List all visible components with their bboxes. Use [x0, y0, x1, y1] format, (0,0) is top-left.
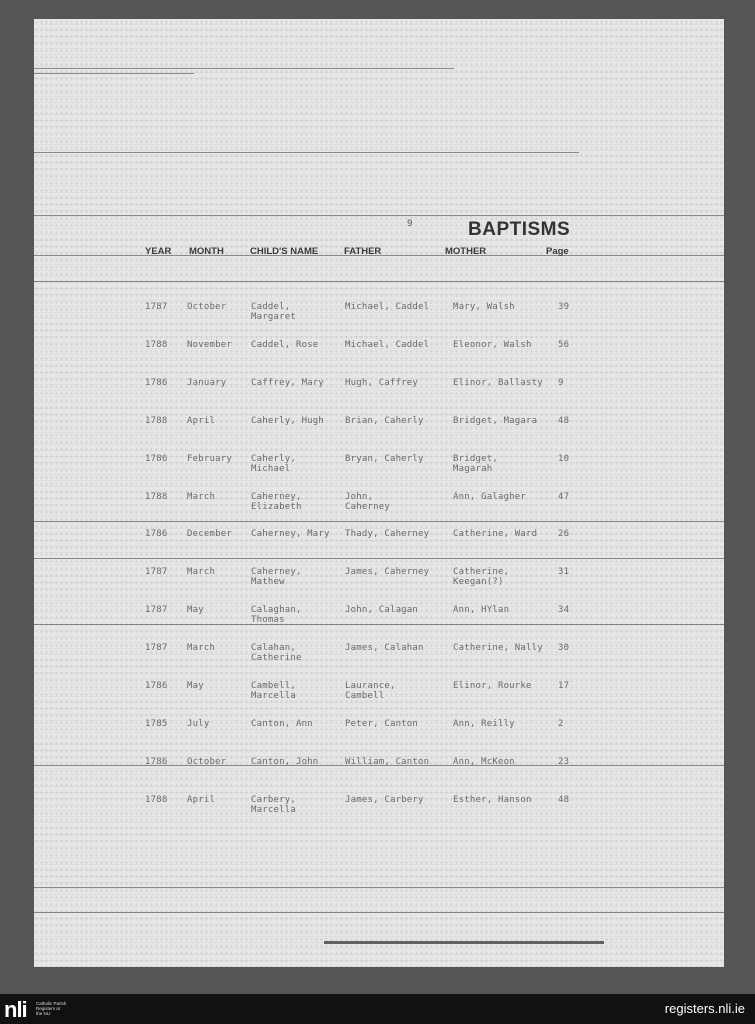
cell-mother: Esther, Hanson — [453, 794, 532, 805]
cell-father: James, Calahan — [345, 643, 424, 654]
cell-year: 1786 — [145, 453, 168, 464]
cell-page: 31 — [558, 567, 570, 578]
cell-father: Peter, Canton — [345, 718, 419, 729]
cell-child: Carbery, Marcella — [251, 794, 296, 815]
cell-child: Caherly, Hugh — [251, 415, 325, 426]
cell-child: Caffrey, Mary — [251, 377, 325, 388]
cell-child: Caherly, Michael — [251, 453, 296, 474]
table-row — [34, 529, 724, 555]
table-row — [34, 719, 724, 745]
cell-month: October — [187, 302, 227, 312]
cell-page: 30 — [558, 643, 570, 654]
table-row — [34, 416, 724, 442]
column-header-mother: MOTHER — [445, 246, 487, 257]
cell-child: Canton, Ann — [251, 718, 313, 729]
table-row — [34, 757, 724, 783]
cell-year: 1787 — [145, 302, 168, 312]
scan-smudge — [324, 941, 604, 944]
cell-mother: Eleonor, Walsh — [453, 339, 532, 350]
cell-month: April — [187, 794, 216, 805]
cell-father: John, Calagan — [345, 605, 419, 616]
cell-month: May — [187, 681, 204, 691]
cell-mother: Ann, HYlan — [453, 605, 510, 616]
table-row — [34, 454, 724, 480]
cell-year: 1788 — [145, 339, 168, 350]
cell-year: 1786 — [145, 681, 168, 691]
cell-year: 1786 — [145, 377, 168, 388]
cell-page: 56 — [558, 339, 570, 350]
cell-page: 10 — [558, 453, 570, 464]
cell-father: Laurance, Cambell — [345, 681, 396, 701]
cell-month: March — [187, 643, 216, 654]
cell-page: 39 — [558, 302, 570, 312]
cell-mother: Catherine, Ward — [453, 529, 538, 540]
cell-year: 1787 — [145, 567, 168, 578]
cell-mother: Catherine, Keegan(?) — [453, 567, 510, 588]
cell-father: Bryan, Caherly — [345, 453, 424, 464]
cell-month: May — [187, 605, 204, 616]
cell-father: Michael, Caddel — [345, 339, 430, 350]
table-row — [34, 567, 724, 593]
table-row — [34, 643, 724, 669]
table-row — [34, 378, 724, 404]
cell-month: March — [187, 567, 216, 578]
cell-page: 26 — [558, 529, 570, 540]
logo-caption: Catholic Parish Registers at the NLI — [36, 1001, 67, 1016]
column-header-month: MONTH — [189, 246, 224, 257]
cell-month: April — [187, 415, 216, 426]
table-row — [34, 681, 724, 707]
column-header-page: Page — [546, 246, 569, 257]
nli-logo[interactable]: nli — [4, 997, 27, 1022]
cell-father: James, Caherney — [345, 567, 430, 578]
site-link[interactable]: registers.nli.ie — [664, 1001, 745, 1016]
cell-child: Calahan, Catherine — [251, 643, 302, 664]
scan-line — [34, 281, 724, 282]
cell-mother: Ann, Galagher — [453, 491, 527, 502]
cell-page: 48 — [558, 794, 570, 805]
scan-line — [34, 558, 724, 559]
cell-year: 1788 — [145, 794, 168, 805]
table-row — [34, 795, 724, 821]
cell-year: 1785 — [145, 718, 168, 729]
cell-mother: Elinor, Ballasty — [453, 377, 543, 388]
column-header-child: CHILD'S NAME — [250, 246, 319, 257]
cell-mother: Ann, Reilly — [453, 718, 515, 729]
column-header-father: FATHER — [344, 246, 382, 257]
scan-line — [34, 68, 454, 69]
cell-month: December — [187, 529, 232, 540]
scan-line — [34, 73, 194, 74]
cell-mother: Bridget, Magara — [453, 415, 538, 426]
cell-father: Thady, Caherney — [345, 529, 430, 540]
scan-line — [34, 215, 724, 216]
cell-child: Caddel, Margaret — [251, 302, 296, 322]
cell-year: 1786 — [145, 529, 168, 540]
cell-mother: Catherine, Nally — [453, 643, 543, 654]
cell-father: William, Canton — [345, 756, 430, 767]
table-row — [34, 605, 724, 631]
cell-father: Michael, Caddel — [345, 302, 430, 312]
page-title: BAPTISMS — [468, 219, 571, 240]
cell-page: 17 — [558, 681, 570, 691]
scan-line — [34, 152, 579, 153]
cell-month: January — [187, 377, 227, 388]
cell-year: 1787 — [145, 643, 168, 654]
cell-month: November — [187, 339, 232, 350]
table-row — [34, 302, 724, 328]
cell-child: Calaghan, Thomas — [251, 605, 302, 626]
cell-month: July — [187, 718, 210, 729]
cell-page: 34 — [558, 605, 570, 616]
cell-child: Caherney, Mathew — [251, 567, 302, 588]
column-header-year: YEAR — [145, 246, 172, 257]
cell-page: 47 — [558, 491, 570, 502]
cell-year: 1787 — [145, 605, 168, 616]
cell-month: February — [187, 453, 232, 464]
cell-child: Caherney, Mary — [251, 529, 330, 540]
cell-child: Caherney, Elizabeth — [251, 491, 302, 512]
cell-page: 48 — [558, 415, 570, 426]
cell-page: 9 — [558, 377, 564, 388]
cell-mother: Ann, McKeon — [453, 756, 515, 767]
cell-page: 23 — [558, 756, 570, 767]
page-number: 9 — [407, 219, 413, 229]
cell-father: James, Carbery — [345, 794, 424, 805]
cell-year: 1788 — [145, 415, 168, 426]
cell-child: Canton, John — [251, 756, 319, 767]
register-page — [34, 19, 724, 967]
cell-mother: Bridget, Magarah — [453, 453, 498, 474]
cell-child: Cambell, Marcella — [251, 681, 296, 701]
cell-father: Brian, Caherly — [345, 415, 424, 426]
cell-mother: Mary, Walsh — [453, 302, 515, 312]
cell-mother: Elinor, Rourke — [453, 681, 532, 691]
cell-father: Hugh, Caffrey — [345, 377, 419, 388]
scan-line — [34, 887, 724, 888]
table-row — [34, 492, 724, 518]
cell-page: 2 — [558, 718, 564, 729]
cell-month: March — [187, 491, 216, 502]
cell-month: October — [187, 756, 227, 767]
cell-father: John, Caherney — [345, 491, 390, 512]
footer-bar — [0, 994, 755, 1024]
scan-line — [34, 521, 724, 522]
cell-year: 1786 — [145, 756, 168, 767]
cell-child: Caddel, Rose — [251, 339, 319, 350]
table-row — [34, 340, 724, 366]
scan-line — [34, 912, 724, 913]
cell-year: 1788 — [145, 491, 168, 502]
